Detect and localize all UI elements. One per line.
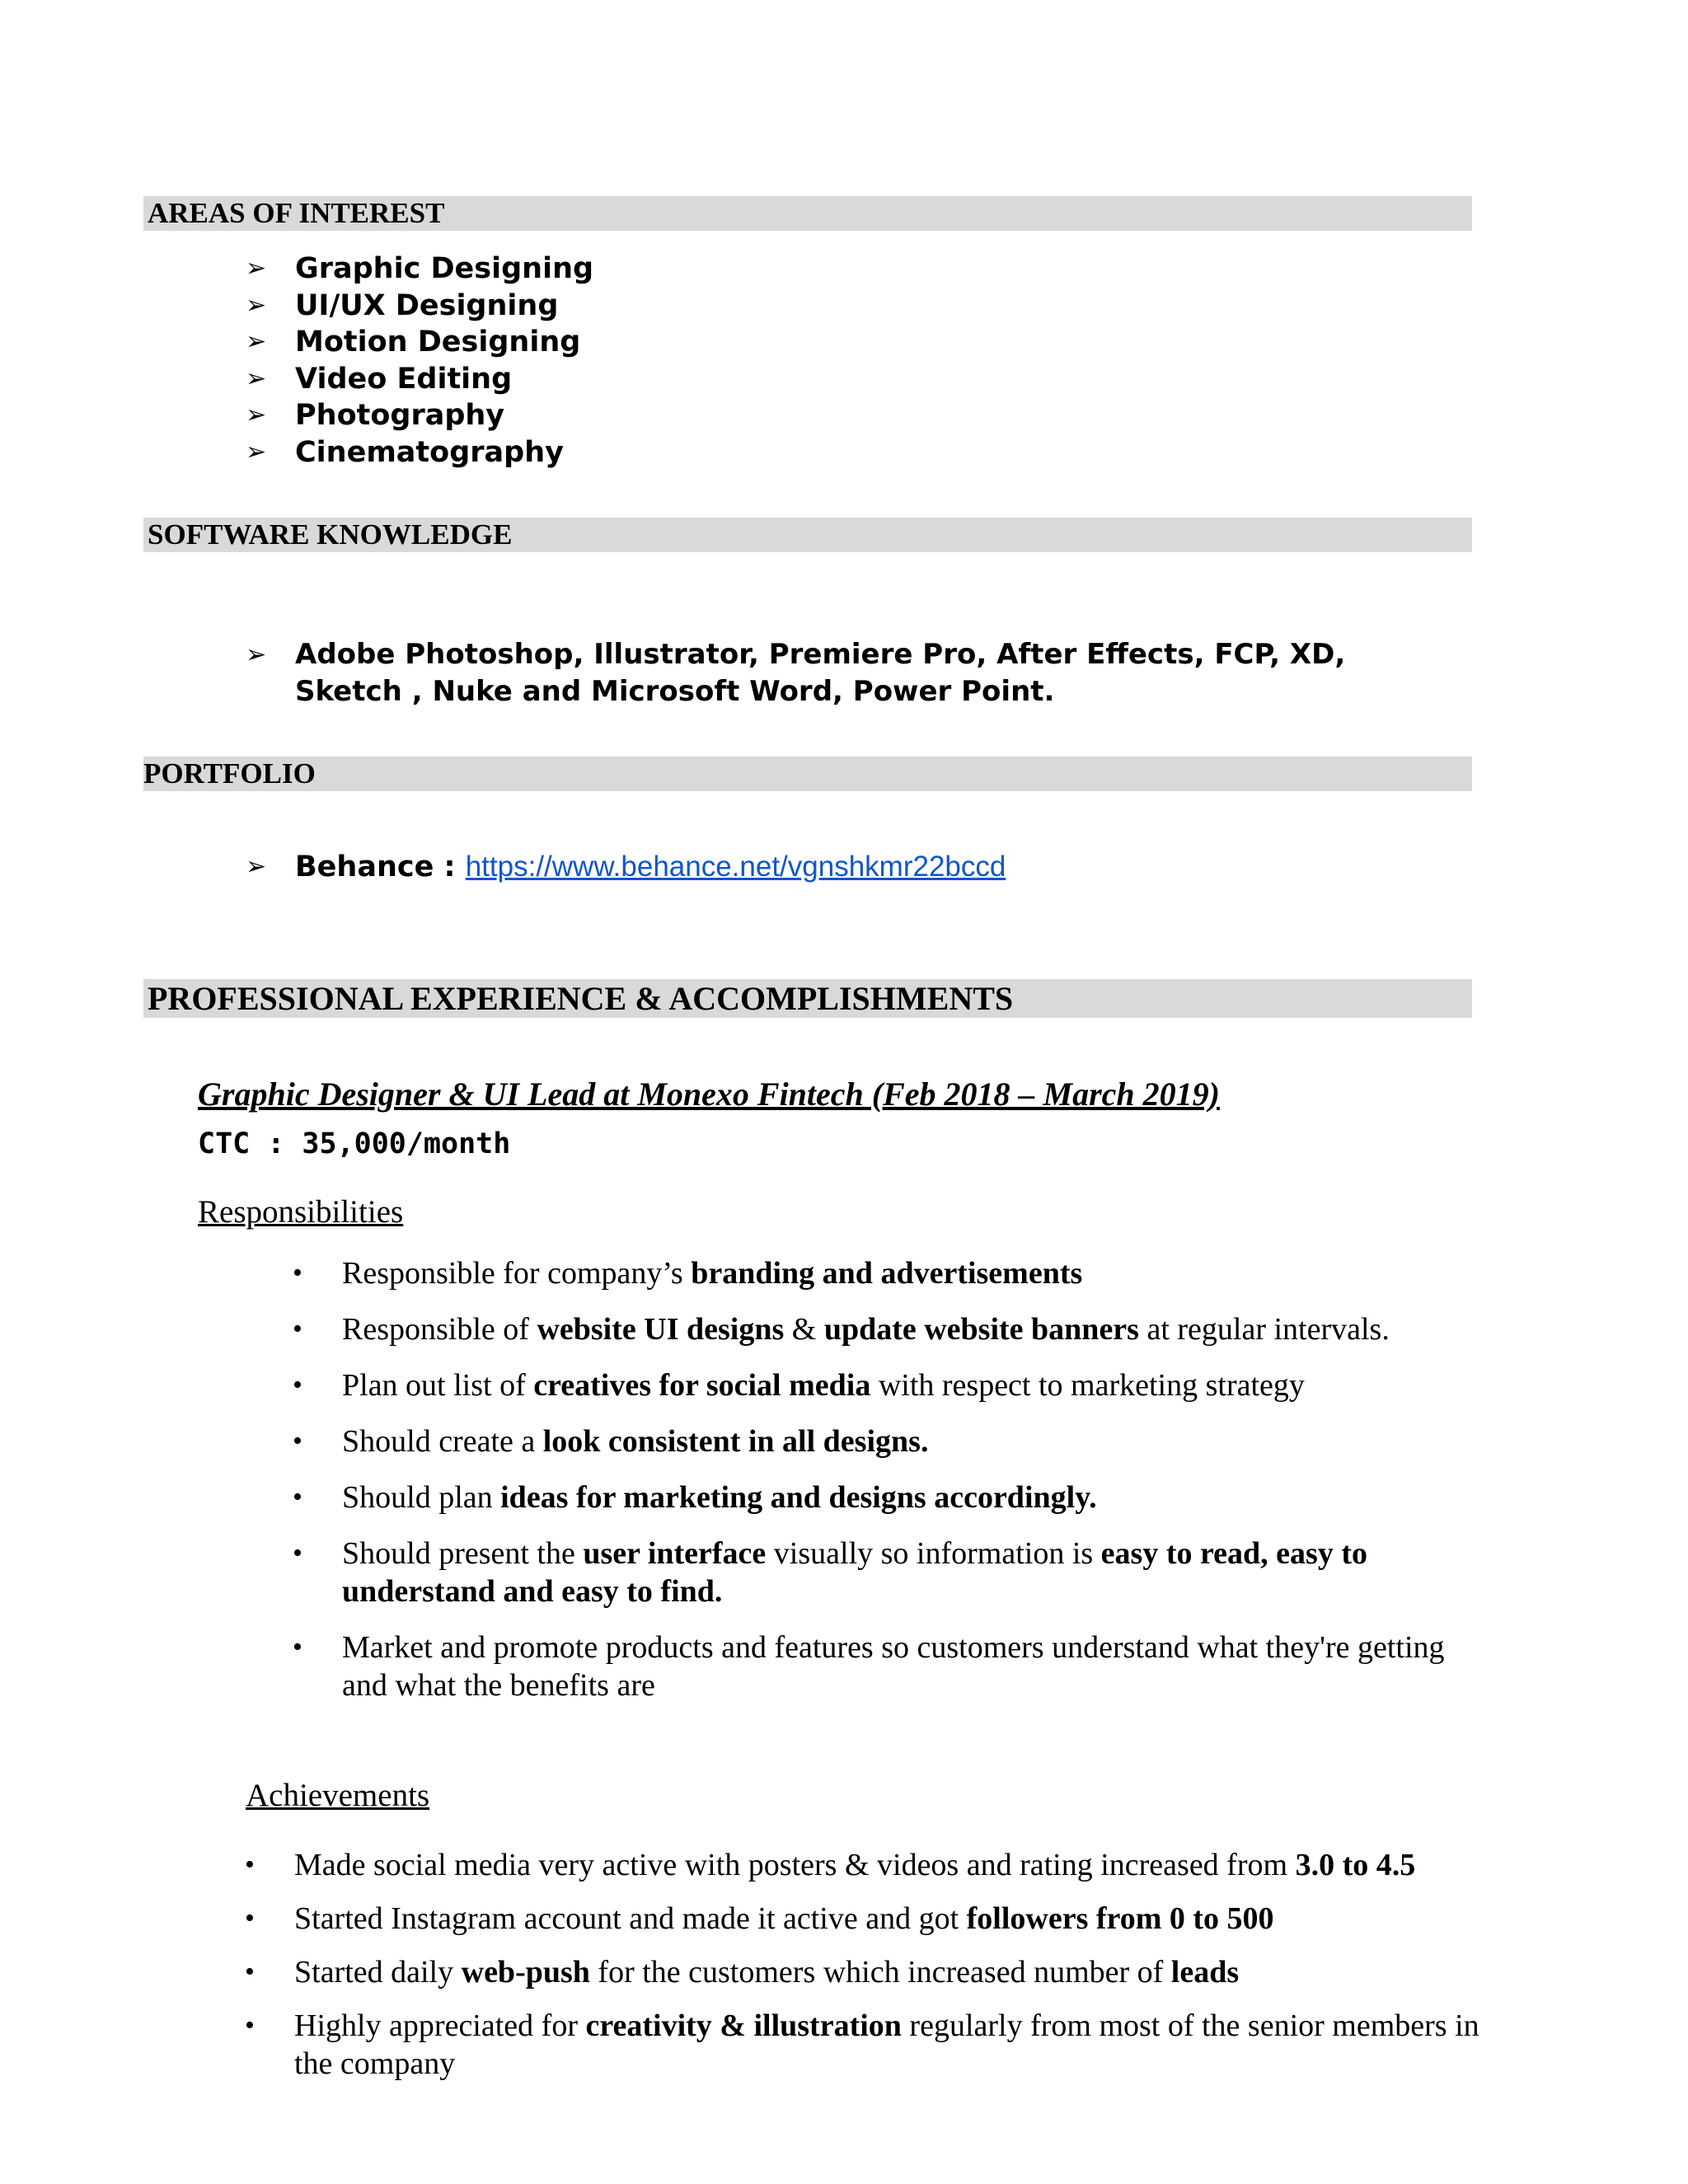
arrow-bullet-icon: ➢: [246, 363, 267, 393]
bullet-icon: •: [245, 1957, 255, 1987]
arrow-bullet-icon: ➢: [246, 327, 267, 356]
bullet-icon: •: [293, 1538, 302, 1568]
experience-header: [143, 979, 1472, 1018]
bullet-icon: •: [293, 1632, 302, 1662]
arrow-bullet-icon: ➢: [246, 290, 267, 320]
arrow-bullet-icon: ➢: [246, 401, 267, 429]
list-item: ➢ Video Editing: [246, 362, 513, 396]
bullet-icon: •: [245, 2010, 255, 2041]
list-item: ➢ Photography: [246, 399, 505, 432]
bullet-icon: •: [293, 1258, 302, 1288]
bullet-icon: •: [245, 1849, 255, 1880]
portfolio-label: Behance :: [295, 851, 466, 883]
arrow-bullet-icon: ➢: [246, 254, 267, 283]
job-title: Graphic Designer & UI Lead at Monexo Fintech (Feb 2018 – March 2019): [198, 1076, 1220, 1113]
list-item: • Responsible for company’s branding and advertisements: [293, 1256, 1083, 1291]
section-title: PORTFOLIO: [143, 757, 316, 790]
list-item: • Market and promote products and features so customers understand what they're getting and what the benefits are: [293, 1630, 1445, 1703]
portfolio-header: [143, 757, 1472, 791]
achievements-heading: Achievements: [246, 1778, 430, 1813]
bullet-icon: •: [245, 1903, 255, 1933]
bullet-icon: •: [293, 1370, 302, 1400]
list-item: • Made social media very active with posters & videos and rating increased from 3.0 to 4.5: [245, 1848, 1416, 1882]
list-item: • Plan out list of creatives for social media with respect to marketing strategy: [293, 1368, 1305, 1403]
section-title: AREAS OF INTEREST: [148, 197, 445, 229]
list-item: ➢ Graphic Designing: [246, 252, 594, 285]
bullet-icon: •: [293, 1426, 302, 1456]
list-item: • Started Instagram account and made it active and got followers from 0 to 500: [245, 1901, 1274, 1936]
behance-link[interactable]: https://www.behance.net/vgnshkmr22bccd: [465, 851, 1006, 883]
ctc-text: CTC : 35,000/month: [198, 1127, 511, 1160]
portfolio-item: [246, 849, 1006, 885]
achievements-list: [245, 1846, 1481, 2098]
areas-of-interest-header: [143, 196, 1472, 231]
software-knowledge-header: [143, 518, 1472, 552]
list-item: ➢ UI/UX Designing: [246, 288, 559, 322]
bullet-icon: •: [293, 1482, 302, 1512]
responsibilities-heading: Responsibilities: [198, 1194, 404, 1230]
arrow-bullet-icon: ➢: [246, 640, 267, 669]
list-item: ➢ Motion Designing: [246, 326, 581, 359]
list-item: ➢ Cinematography: [246, 435, 564, 469]
list-item: • Should present the user interface visually so information is easy to read, easy to understand and easy to find.: [293, 1536, 1367, 1609]
responsibilities-list: [293, 1254, 1479, 1722]
list-item: • Should plan ideas for marketing and designs accordingly.: [293, 1480, 1097, 1515]
section-title: SOFTWARE KNOWLEDGE: [148, 518, 513, 551]
software-list-item: ➢ Adobe Photoshop, Illustrator, Premiere Pro, After Effects, FCP, XD, Sketch , Nuke and Microsoft Word, Power Point.: [246, 638, 1346, 708]
list-item: • Highly appreciated for creativity & illustration regularly from most of the senior members in the company: [245, 2008, 1479, 2081]
arrow-bullet-icon: ➢: [246, 437, 267, 466]
arrow-bullet-icon: ➢: [246, 852, 267, 881]
list-item: • Started daily web-push for the customers which increased number of leads: [245, 1955, 1240, 1990]
bullet-icon: •: [293, 1314, 302, 1344]
list-item: • Should create a look consistent in all designs.: [293, 1424, 929, 1459]
areas-of-interest-list: [246, 251, 593, 471]
list-item: • Responsible of website UI designs & update website banners at regular intervals.: [293, 1312, 1390, 1347]
section-title: PROFESSIONAL EXPERIENCE & ACCOMPLISHMENTS: [148, 980, 1014, 1017]
